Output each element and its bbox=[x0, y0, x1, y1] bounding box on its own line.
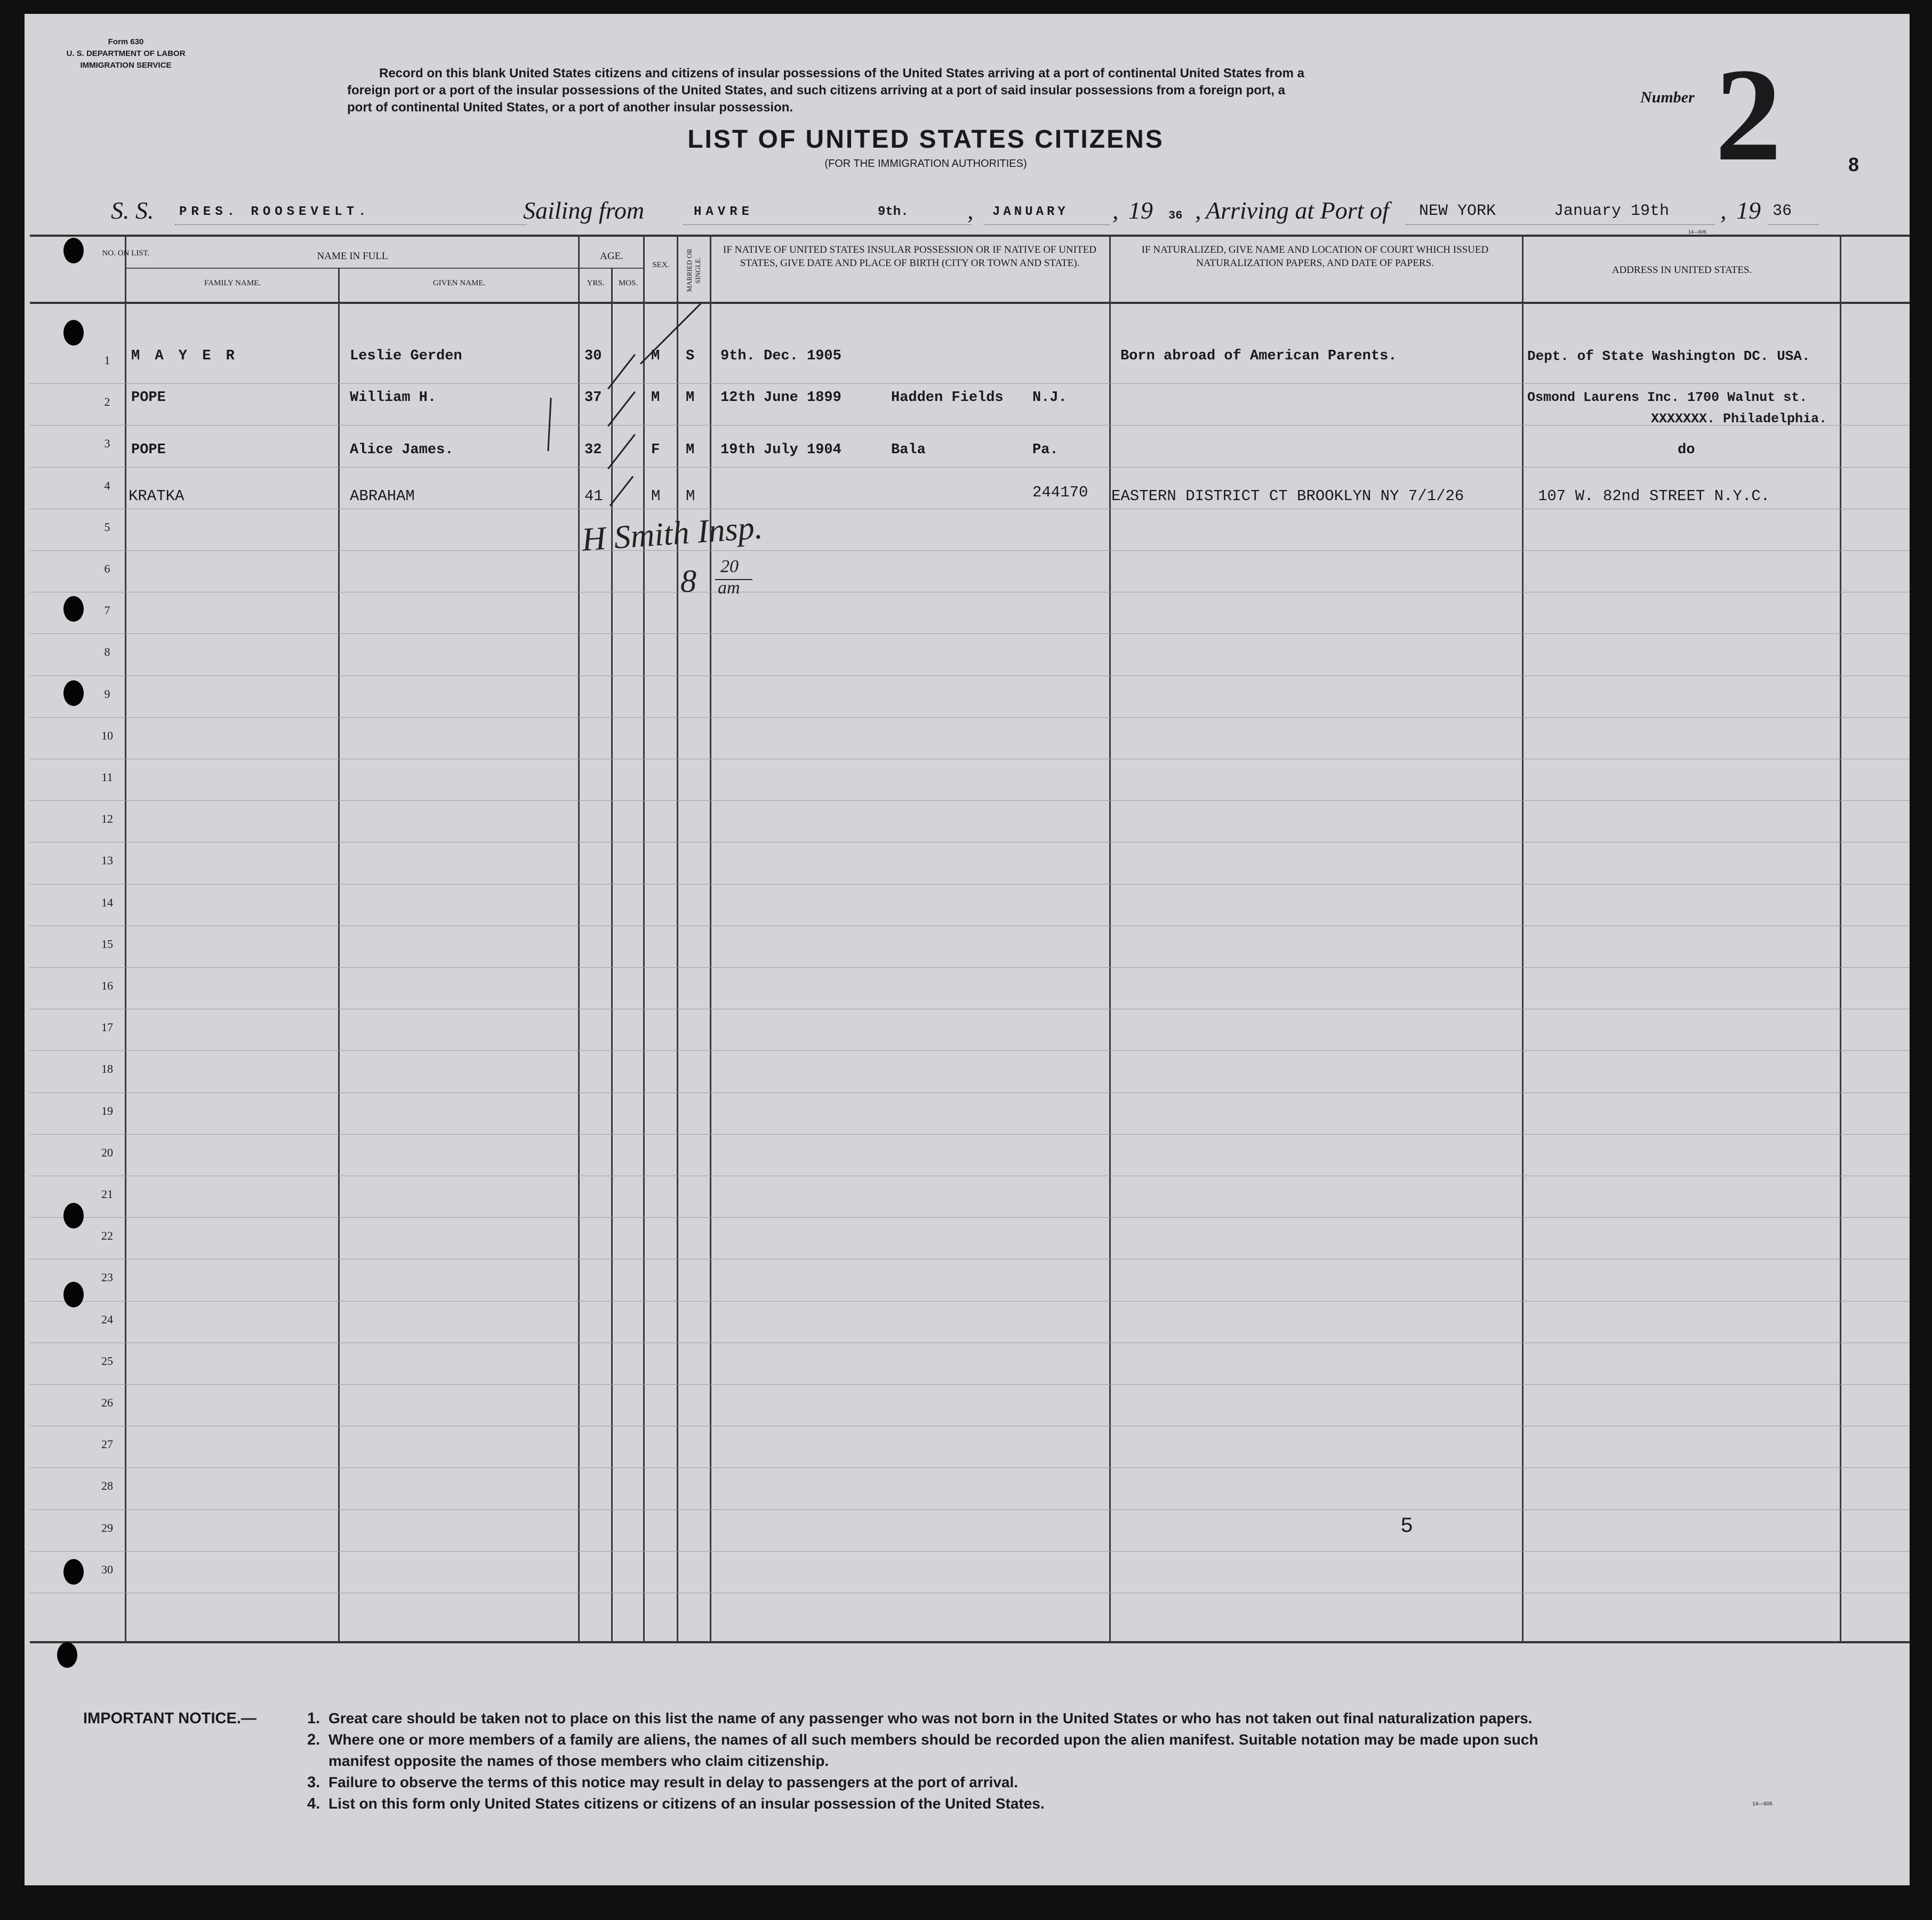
punch-hole bbox=[57, 1642, 77, 1668]
service-name: IMMIGRATION SERVICE bbox=[80, 61, 172, 70]
inspection-time-suffix: am bbox=[718, 578, 740, 598]
punch-hole bbox=[63, 1559, 84, 1585]
manifest-number: 2 bbox=[1715, 41, 1782, 189]
department-name: U. S. DEPARTMENT OF LABOR bbox=[66, 49, 186, 58]
header-name-in-full: NAME IN FULL bbox=[317, 251, 388, 262]
passenger-3-sex: F bbox=[651, 442, 660, 458]
passenger-4-marital-status: M bbox=[686, 487, 695, 505]
passenger-1-marital-status: S bbox=[686, 348, 695, 364]
passenger-3-birth-city: Bala bbox=[891, 442, 926, 458]
punch-hole bbox=[63, 238, 84, 263]
pen-stroke-mark bbox=[547, 398, 551, 451]
col-divider-address bbox=[1840, 235, 1841, 1642]
passenger-4-address: 107 W. 82nd STREET N.Y.C. bbox=[1538, 487, 1770, 505]
notice-item-text: manifest opposite the names of those members who claim citizenship. bbox=[328, 1753, 829, 1769]
passenger-4-age-years: 41 bbox=[584, 487, 603, 505]
row-rule bbox=[30, 1092, 1910, 1093]
passenger-4-naturalization: EASTERN DISTRICT CT BROOKLYN NY 7/1/26 bbox=[1111, 487, 1464, 505]
row-number: 7 bbox=[104, 604, 110, 617]
table-top-border bbox=[30, 235, 1910, 237]
passenger-2-given-name: William H. bbox=[350, 390, 437, 406]
row-number: 2 bbox=[104, 395, 110, 409]
header-naturalization: IF NATURALIZED, GIVE NAME AND LOCATION OF COURT WHICH ISSUED NATURALIZATION PAPERS, AND DATE OF PAPERS. bbox=[1141, 244, 1489, 269]
row-number: 8 bbox=[104, 645, 110, 659]
punch-hole bbox=[63, 1203, 84, 1228]
header-address: ADDRESS IN UNITED STATES. bbox=[1612, 264, 1752, 276]
footer-printer-mark: 14—606 bbox=[1752, 1801, 1773, 1807]
row-rule bbox=[30, 1509, 1910, 1510]
row-number: 20 bbox=[101, 1145, 113, 1159]
instructions-block bbox=[347, 65, 1606, 116]
header-age: AGE. bbox=[600, 251, 623, 262]
passenger-4-given-name: ABRAHAM bbox=[350, 487, 415, 505]
passenger-1-address: Dept. of State Washington DC. USA. bbox=[1527, 348, 1810, 364]
page-count-mark: 5 bbox=[1400, 1515, 1414, 1539]
row-number: 28 bbox=[101, 1479, 113, 1493]
check-stroke-4 bbox=[610, 476, 634, 506]
comma-mark-4: , bbox=[1720, 197, 1727, 224]
row-number: 13 bbox=[101, 854, 113, 867]
form-number: Form 630 bbox=[108, 37, 144, 46]
passenger-1-family-name: M A Y E R bbox=[131, 348, 238, 364]
row-rule bbox=[30, 1050, 1910, 1051]
arrival-date: January 19th bbox=[1554, 202, 1670, 220]
name-header-divider bbox=[126, 268, 579, 269]
row-rule bbox=[30, 550, 1910, 551]
departure-year-prefix: 19 bbox=[1128, 197, 1153, 224]
row-number: 11 bbox=[101, 770, 113, 784]
row-rule bbox=[30, 1467, 1910, 1468]
header-married-single: MARRIED OR SINGLE. bbox=[685, 248, 702, 292]
printer-mark: 14—606 bbox=[1688, 229, 1707, 235]
row-rule bbox=[30, 383, 1910, 384]
row-number: 25 bbox=[101, 1354, 113, 1368]
row-number: 12 bbox=[101, 812, 113, 826]
passenger-4-certificate-number: 244170 bbox=[1032, 484, 1088, 501]
comma-mark: , bbox=[967, 197, 974, 224]
manifest-sheet bbox=[25, 14, 1910, 1885]
header-family-name: FAMILY NAME. bbox=[204, 279, 261, 287]
row-number: 1 bbox=[104, 354, 110, 367]
row-rule bbox=[30, 884, 1910, 885]
passenger-3-birth-date: 19th July 1904 bbox=[720, 442, 841, 458]
arrival-port: NEW YORK bbox=[1419, 202, 1496, 220]
departure-port: HAVRE bbox=[694, 205, 754, 219]
ss-label: S. S. bbox=[111, 197, 154, 224]
punch-hole bbox=[63, 596, 84, 622]
row-number: 17 bbox=[101, 1021, 113, 1034]
arrival-dotted-line bbox=[1406, 224, 1715, 225]
inspection-time-minutes: 20 bbox=[720, 557, 739, 576]
number-label: Number bbox=[1640, 89, 1695, 106]
passenger-3-age-years: 32 bbox=[584, 442, 602, 458]
page-title: LIST OF UNITED STATES CITIZENS bbox=[687, 125, 1164, 154]
row-rule bbox=[30, 633, 1910, 634]
header-no-on-list: NO. ON LIST. bbox=[102, 249, 150, 258]
passenger-2-marital-status: M bbox=[686, 390, 695, 406]
arriving-label: Arriving at Port of bbox=[1206, 197, 1389, 224]
row-number: 14 bbox=[101, 895, 113, 909]
punch-hole bbox=[63, 320, 84, 346]
row-number: 5 bbox=[104, 520, 110, 534]
instruction-line-3: port of continental United States, or a port of another insular possession. bbox=[347, 100, 793, 115]
row-number: 26 bbox=[101, 1396, 113, 1409]
header-bottom-border bbox=[30, 302, 1910, 304]
passenger-3-family-name: POPE bbox=[131, 442, 166, 458]
arrival-year-prefix: 19 bbox=[1736, 197, 1761, 224]
header-birth: IF NATIVE OF UNITED STATES INSULAR POSSESSION OR IF NATIVE OF UNITED STATES, GIVE DATE AND PLACE OF BIRTH (CITY OR TOWN AND STATE). bbox=[723, 244, 1096, 269]
passenger-3-birth-state: Pa. bbox=[1032, 442, 1059, 458]
header-sex: SEX. bbox=[652, 261, 670, 269]
row-number: 9 bbox=[104, 687, 110, 701]
row-number: 18 bbox=[101, 1062, 113, 1076]
passenger-1-sex: M bbox=[651, 348, 660, 364]
margin-number: 8 bbox=[1848, 154, 1859, 175]
row-number: 4 bbox=[104, 478, 110, 492]
notice-item-number: 1. bbox=[307, 1710, 320, 1727]
row-number: 24 bbox=[101, 1312, 113, 1326]
col-divider-family bbox=[338, 268, 340, 1642]
row-number: 22 bbox=[101, 1229, 113, 1243]
passenger-2-birth-date: 12th June 1899 bbox=[720, 390, 841, 406]
instruction-line-2: foreign port or a port of the insular possessions of the United States, and such citizens arriving at a port of said insular possessions from a foreign port, a bbox=[347, 83, 1285, 98]
passenger-1-birth-date: 9th. Dec. 1905 bbox=[720, 348, 841, 364]
row-number: 29 bbox=[101, 1521, 113, 1535]
ship-name-dotted-line bbox=[175, 224, 527, 225]
notice-item-number: 3. bbox=[307, 1774, 320, 1791]
passenger-2-family-name: POPE bbox=[131, 390, 166, 406]
arrival-year: 36 bbox=[1773, 202, 1792, 220]
row-rule bbox=[30, 1551, 1910, 1552]
passenger-2-age-years: 37 bbox=[584, 390, 602, 406]
row-rule bbox=[30, 717, 1910, 718]
punch-hole bbox=[63, 1282, 84, 1307]
passenger-2-birth-city: Hadden Fields bbox=[891, 390, 1004, 406]
comma-mark-2: , bbox=[1112, 197, 1119, 224]
header-yrs: YRS. bbox=[587, 279, 605, 287]
passenger-3-marital-status: M bbox=[686, 442, 695, 458]
table-bottom-border bbox=[30, 1641, 1910, 1643]
row-rule bbox=[30, 1134, 1910, 1135]
form-identification bbox=[25, 36, 227, 71]
notice-label: IMPORTANT NOTICE.— bbox=[83, 1710, 256, 1727]
col-divider-naturalization bbox=[1522, 235, 1524, 1642]
col-divider-married bbox=[710, 235, 711, 1642]
row-rule bbox=[30, 800, 1910, 801]
passenger-2-sex: M bbox=[651, 390, 660, 406]
col-divider-yrs bbox=[611, 268, 613, 1642]
notice-item-number: 2. bbox=[307, 1731, 320, 1748]
departure-dotted-line bbox=[683, 224, 971, 225]
passenger-1-given-name: Leslie Gerden bbox=[350, 348, 462, 364]
passenger-2-birth-state: N.J. bbox=[1032, 390, 1067, 406]
row-rule bbox=[30, 967, 1910, 968]
passenger-1-naturalization: Born abroad of American Parents. bbox=[1120, 348, 1397, 364]
arrival-year-dotted-line bbox=[1768, 224, 1819, 225]
row-rule bbox=[30, 467, 1910, 468]
row-number: 15 bbox=[101, 937, 113, 951]
notice-item-text: Great care should be taken not to place on this list the name of any passenger who was not born in the United States or who has not taken out final naturalization papers. bbox=[328, 1710, 1533, 1726]
notice-item-text: Failure to observe the terms of this notice may result in delay to passengers at the port of arrival. bbox=[328, 1774, 1019, 1790]
passenger-3-given-name: Alice James. bbox=[350, 442, 454, 458]
row-number: 19 bbox=[101, 1104, 113, 1118]
row-number: 23 bbox=[101, 1271, 113, 1284]
instruction-line-1: Record on this blank United States citizens and citizens of insular possessions of the United States arriving at a port of continental United States from a bbox=[379, 66, 1304, 81]
passenger-2-address: Osmond Laurens Inc. 1700 Walnut st. bbox=[1527, 390, 1808, 405]
row-rule bbox=[30, 1301, 1910, 1302]
ship-name: PRES. ROOSEVELT. bbox=[179, 205, 371, 219]
notice-item-text: Where one or more members of a family are aliens, the names of all such members should be recorded upon the alien manifest. Suitable notation may be made upon such bbox=[328, 1731, 1538, 1748]
row-number: 21 bbox=[101, 1187, 113, 1201]
departure-month: JANUARY bbox=[992, 205, 1069, 219]
row-number: 30 bbox=[101, 1562, 113, 1576]
col-divider-sex bbox=[677, 235, 678, 1642]
col-divider-birth bbox=[1109, 235, 1111, 1642]
header-given-name: GIVEN NAME. bbox=[432, 279, 486, 287]
header-mos: MOS. bbox=[618, 279, 638, 287]
departure-day: 9th. bbox=[878, 205, 909, 219]
row-number: 3 bbox=[104, 437, 110, 451]
row-number: 10 bbox=[101, 728, 113, 742]
inspector-signature: H Smith Insp. bbox=[581, 509, 764, 558]
row-number: 27 bbox=[101, 1437, 113, 1451]
notice-item-number: 4. bbox=[307, 1795, 320, 1812]
inspection-time-hour: 8 bbox=[680, 564, 696, 599]
row-number: 16 bbox=[101, 979, 113, 992]
passenger-3-address: do bbox=[1678, 442, 1695, 458]
page-subtitle: (FOR THE IMMIGRATION AUTHORITIES) bbox=[824, 158, 1027, 170]
comma-mark-3: , bbox=[1195, 197, 1201, 224]
passenger-1-age-years: 30 bbox=[584, 348, 602, 364]
row-number: 6 bbox=[104, 562, 110, 575]
sailing-label: Sailing from bbox=[523, 197, 645, 224]
row-rule bbox=[30, 1217, 1910, 1218]
passenger-4-sex: M bbox=[651, 487, 661, 505]
col-divider-given bbox=[578, 235, 580, 1642]
passenger-2-address-line-2: XXXXXXX. Philadelphia. bbox=[1651, 411, 1827, 427]
col-divider-mos bbox=[643, 235, 645, 1642]
notice-item-text: List on this form only United States citizens or citizens of an insular possession of the United States. bbox=[328, 1795, 1045, 1812]
departure-year: 36 bbox=[1168, 209, 1183, 222]
passenger-4-family-name: KRATKA bbox=[129, 487, 185, 505]
row-rule bbox=[30, 1384, 1910, 1385]
punch-hole bbox=[63, 680, 84, 706]
month-dotted-line bbox=[984, 224, 1110, 225]
